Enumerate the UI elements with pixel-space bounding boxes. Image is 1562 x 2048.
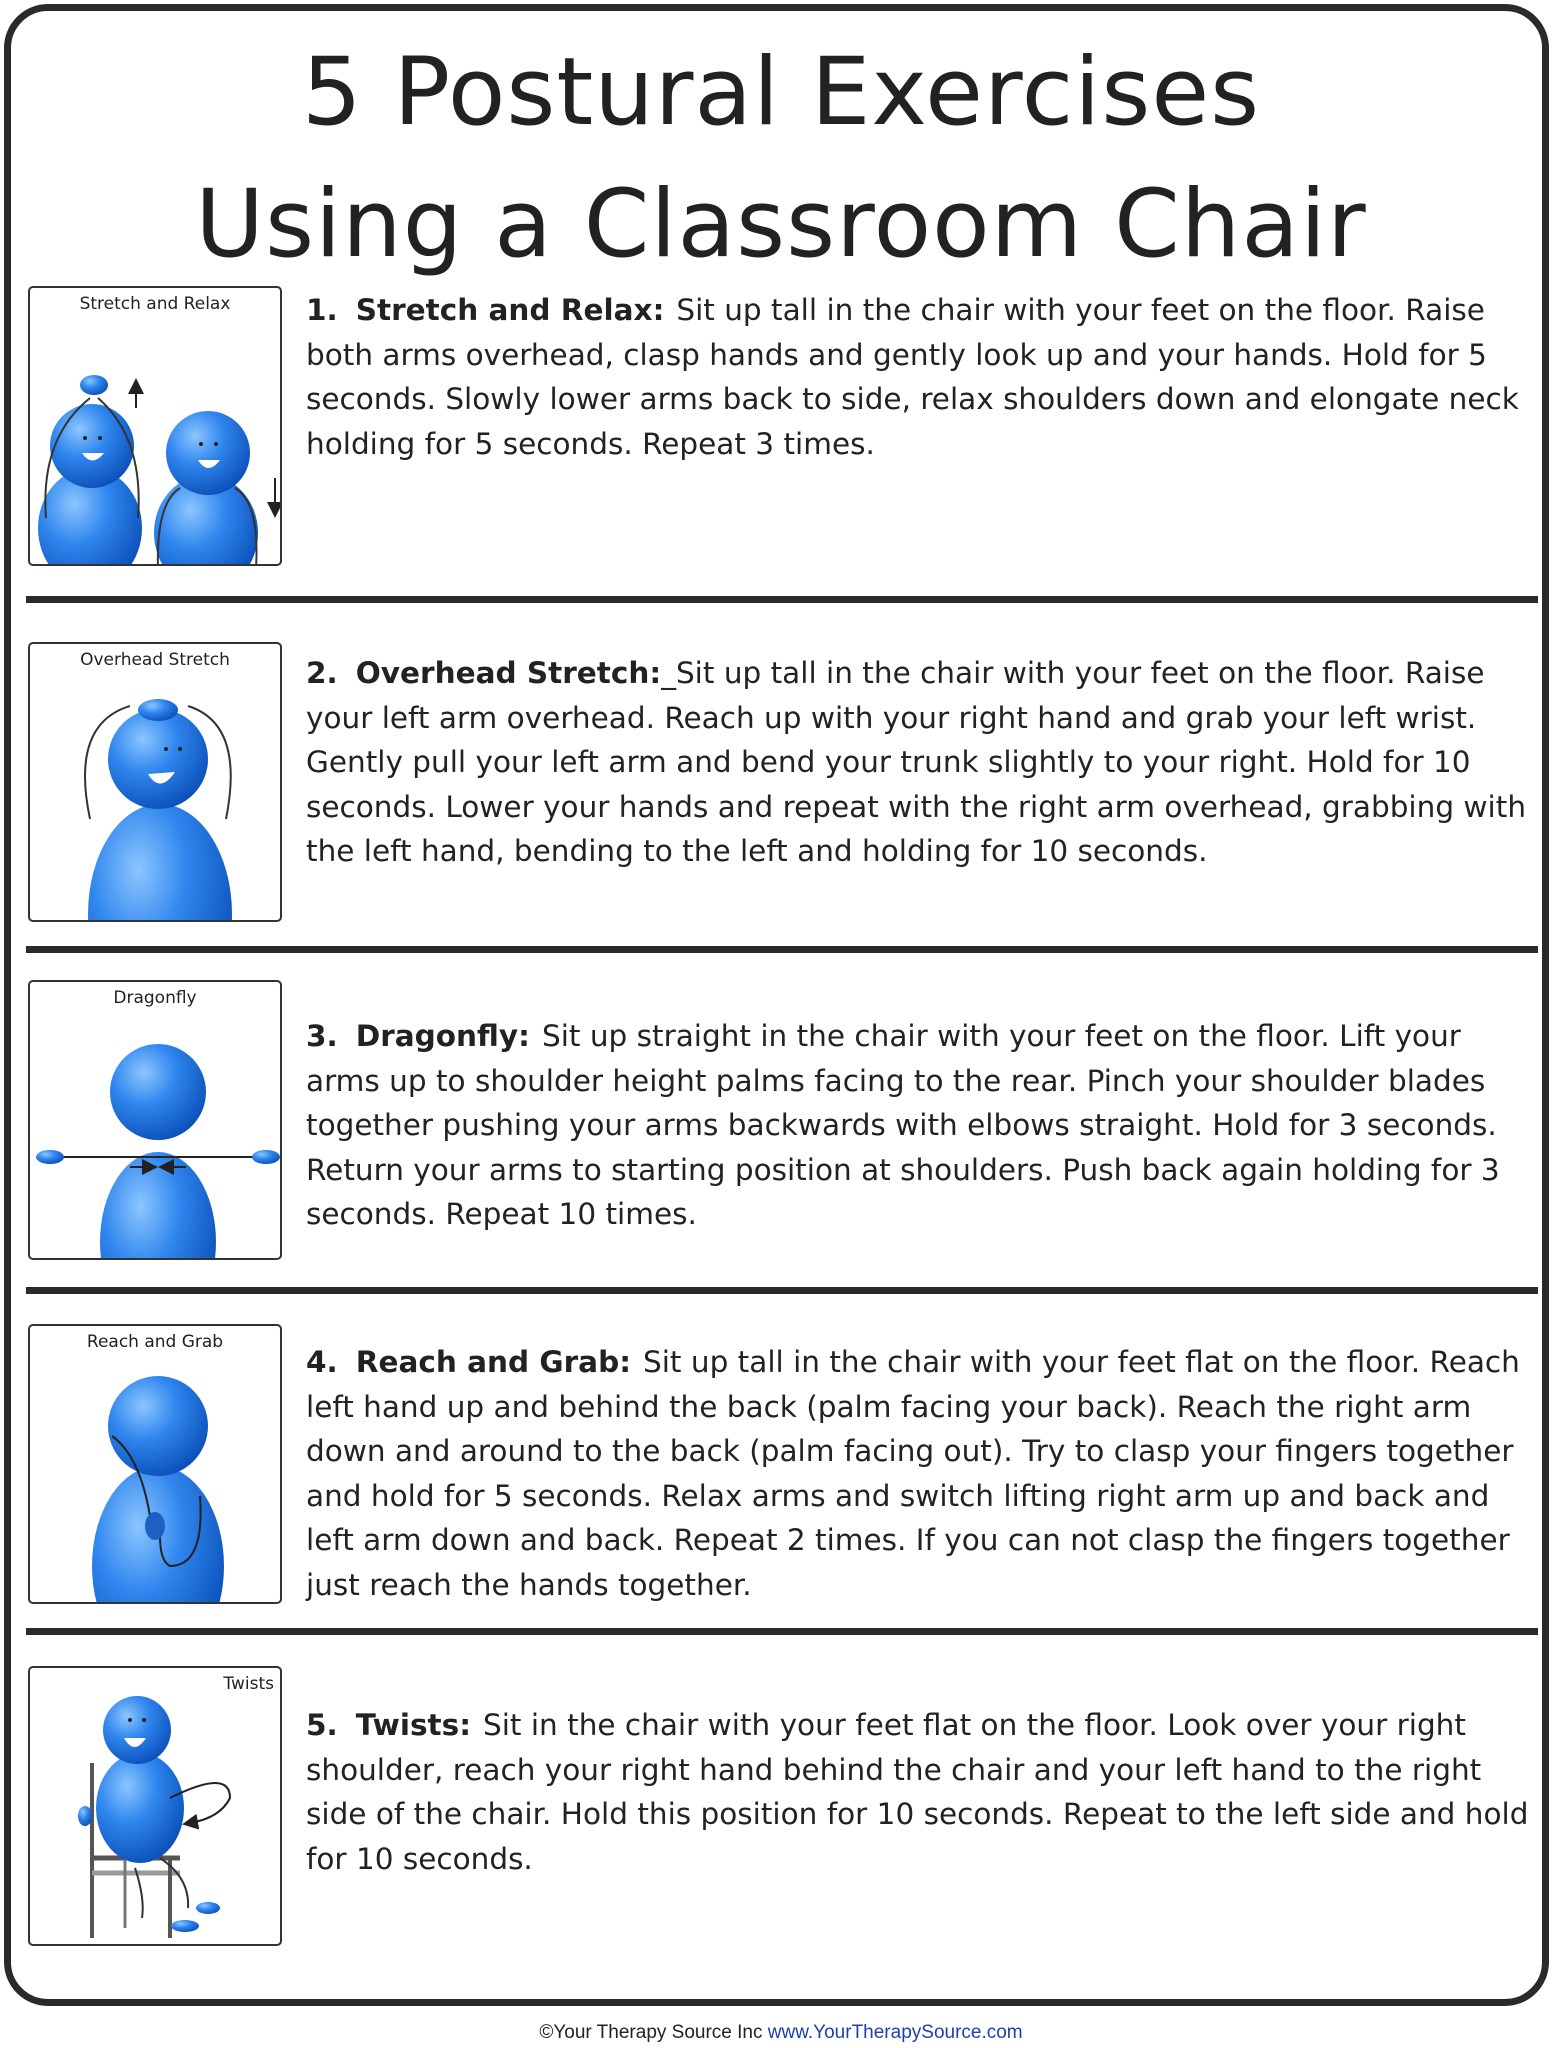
dragonfly-figure xyxy=(30,982,282,1260)
section-divider xyxy=(26,946,1538,953)
exercise-number: 4. xyxy=(306,1345,338,1379)
exercise-description: Sit up tall in the chair with your feet flat on the floor. Reach left hand up and behind the back (palm facing your back). Reach the right arm down and around to the back (palm facing out). Try to clasp your fingers together and hold for 5 seconds. Relax arms and switch lifting right arm up and back and left arm down and back. Repeat 2 times. If you can not clasp the fingers together just reach the hands together. xyxy=(306,1345,1520,1602)
page-title-line-1: 5 Postural Exercises xyxy=(301,38,1261,147)
exercise-3-text xyxy=(306,1014,1542,1237)
exercise-description: _Sit up tall in the chair with your feet on the floor. Raise your left arm overhead. Reach up with your right hand and grab your left wrist. Gently pull your left arm and bend your trunk slightly to your right. Hold for 10 seconds. Lower your hands and repeat with the right arm overhead, grabbing with the left hand, bending to the left and holding for 10 seconds. xyxy=(306,656,1527,868)
stretch-and-relax-figure xyxy=(30,288,282,566)
exercise-number: 5. xyxy=(306,1708,338,1742)
illustration-twists xyxy=(28,1666,282,1946)
illustration-label: Dragonfly xyxy=(113,988,197,1008)
illustration-label: Overhead Stretch xyxy=(80,650,230,670)
exercise-description: Sit up straight in the chair with your feet on the floor. Lift your arms up to shoulder height palms facing to the rear. Pinch your shoulder blades together pushing your arms backwards with elbows straight. Hold for 3 seconds. Return your arms to starting position at shoulders. Push back again holding for 3 seconds. Repeat 10 times. xyxy=(306,1019,1500,1231)
footer-website-link[interactable]: www.YourTherapySource.com xyxy=(767,2022,1023,2043)
illustration-overhead-stretch xyxy=(28,642,282,922)
exercise-name: Stretch and Relax: xyxy=(355,293,665,327)
illustration-stretch-and-relax xyxy=(28,286,282,566)
exercise-5-text xyxy=(306,1703,1542,1881)
illustration-label: Stretch and Relax xyxy=(79,294,231,314)
exercise-number: 3. xyxy=(306,1019,338,1053)
section-divider xyxy=(26,596,1538,603)
exercise-number: 1. xyxy=(306,293,338,327)
exercise-name: Twists: xyxy=(355,1708,471,1742)
footer xyxy=(0,2022,1562,2044)
exercise-number: 2. xyxy=(306,656,338,690)
exercise-name: Dragonfly: xyxy=(355,1019,530,1053)
illustration-reach-and-grab xyxy=(28,1324,282,1604)
illustration-label: Reach and Grab xyxy=(86,1332,224,1352)
exercise-name: Overhead Stretch: xyxy=(355,656,662,690)
exercise-2-text xyxy=(306,651,1542,874)
exercise-description: Sit up tall in the chair with your feet on the floor. Raise both arms overhead, clasp hands and gently look up and your hands. Hold for 5 seconds. Slowly lower arms back to side, relax shoulders down and elongate neck holding for 5 seconds. Repeat 3 times. xyxy=(306,293,1519,461)
exercise-1-text xyxy=(306,288,1542,466)
exercise-description: Sit in the chair with your feet flat on the floor. Look over your right shoulder, reach your right hand behind the chair and your left hand to the right side of the chair. Hold this position for 10 seconds. Repeat to the left side and hold for 10 seconds. xyxy=(306,1708,1529,1876)
section-divider xyxy=(26,1628,1538,1635)
illustration-label: Twists xyxy=(223,1674,274,1694)
exercise-name: Reach and Grab: xyxy=(355,1345,632,1379)
exercise-4-text xyxy=(306,1340,1542,1607)
reach-and-grab-figure xyxy=(30,1326,282,1604)
overhead-stretch-figure xyxy=(30,644,282,922)
page-title-line-2: Using a Classroom Chair xyxy=(195,170,1367,279)
illustration-dragonfly xyxy=(28,980,282,1260)
twists-figure xyxy=(30,1668,282,1946)
footer-copyright: ©Your Therapy Source Inc xyxy=(539,2022,768,2043)
section-divider xyxy=(26,1287,1538,1294)
